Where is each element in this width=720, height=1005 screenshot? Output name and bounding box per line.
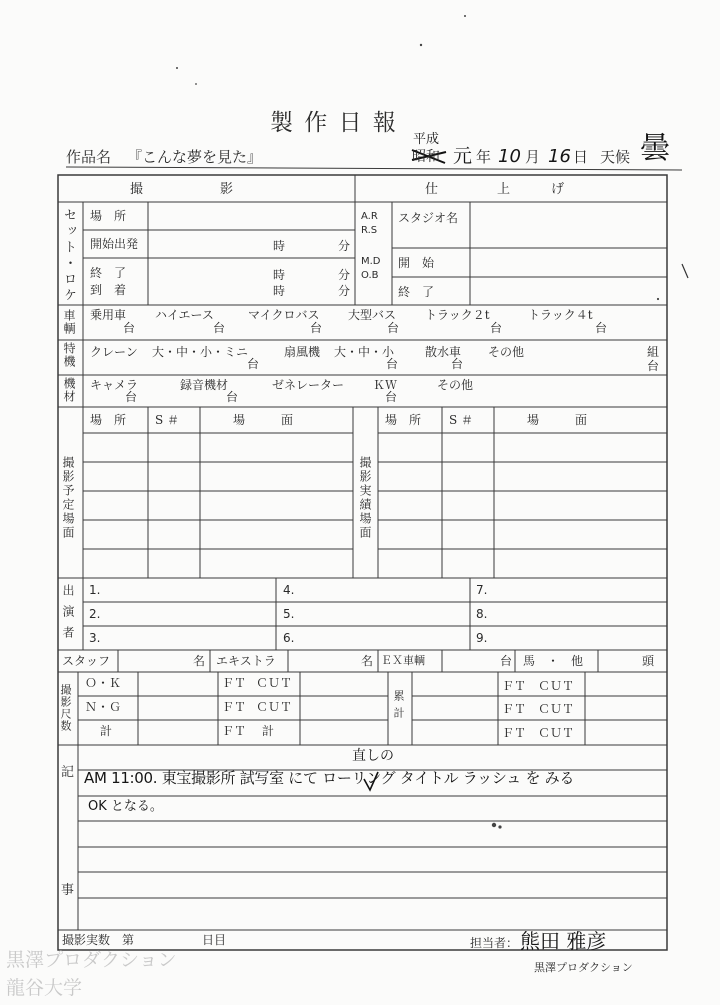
extra-person: 名	[361, 654, 374, 668]
special-other: その他	[488, 345, 525, 359]
era-printed: 昭和	[412, 149, 440, 165]
cast-num-5: 5.	[283, 607, 295, 621]
day-label: 日	[573, 148, 589, 166]
cut-4: ＣＵＴ	[538, 679, 575, 693]
cast-label: 出演者	[61, 584, 75, 647]
watermark-line-2: 龍谷大学	[6, 977, 83, 999]
days-label: 撮影実数 第	[62, 933, 135, 947]
bigbus-label: 大型バス	[348, 308, 397, 322]
film-label: 撮影尺数	[59, 684, 72, 732]
hour-3: 時	[273, 284, 286, 298]
cut-5: ＣＵＴ	[538, 702, 575, 716]
ft-3: ＦＴ	[222, 724, 247, 738]
col-place-left: 場 所	[90, 413, 127, 427]
depart-label: 開始出発	[90, 237, 139, 251]
cast-num-1: 1.	[89, 583, 101, 597]
ft-1: ＦＴ	[222, 676, 247, 690]
notes-line-2: OK となる。	[88, 799, 163, 814]
weather-hand: 曇	[640, 131, 670, 166]
vehicle-unit-2: 台	[213, 321, 226, 335]
ft-6: ＦＴ	[502, 726, 527, 740]
era-handwritten: 平成	[413, 132, 440, 147]
equipment-unit-2: 台	[226, 390, 239, 404]
cast-num-6: 6.	[283, 631, 295, 645]
year-label: 年	[476, 148, 492, 166]
kw-label: ＫＷ	[373, 378, 398, 392]
notes-insert: 直しの	[352, 748, 394, 764]
ok-label: Ｏ・Ｋ	[85, 676, 122, 690]
equipment-other: その他	[437, 378, 474, 392]
col-place-right: 場 所	[385, 413, 422, 427]
ex-unit: 台	[500, 654, 513, 668]
md-label: M.D	[361, 256, 381, 267]
ob-label: O.B	[361, 270, 379, 281]
crane-label: クレーン	[90, 345, 138, 359]
company-name: 黒澤プロダクション	[534, 961, 633, 974]
finish-end-label: 終 了	[398, 285, 435, 299]
vehicle-unit-4: 台	[387, 321, 400, 335]
fan-label: 扇風機	[284, 345, 321, 359]
planned-label: 撮影予定場面	[61, 456, 75, 540]
horse-label: 馬 ・ 他	[523, 654, 584, 668]
crane-sizes: 大・中・小・ミニ	[152, 345, 249, 359]
day-hand: 16	[548, 146, 571, 167]
sum-label-2: 計	[262, 724, 275, 738]
generator-label: ゼネレーター	[272, 378, 345, 392]
minute-1: 分	[338, 239, 351, 253]
weather-label: 天候	[600, 148, 631, 166]
end-label: 終 了	[90, 266, 127, 280]
film-total-label: 累計	[392, 690, 405, 724]
cast-num-3: 3.	[89, 631, 101, 645]
person-name: 熊田 雅彦	[520, 929, 607, 953]
col-scene-right: 場 面	[527, 413, 588, 427]
arrive-label: 到 着	[90, 283, 127, 297]
cast-num-2: 2.	[89, 607, 101, 621]
watermark-line-1: 黒澤プロダクション	[6, 949, 177, 971]
staff-person: 名	[193, 654, 206, 668]
ex-label: ＥＸ車輌	[381, 654, 425, 667]
hour-2: 時	[273, 268, 286, 282]
special-unit-2: 台	[386, 357, 399, 371]
camera-label: キャメラ	[90, 378, 139, 392]
extra-label: エキストラ	[216, 654, 276, 668]
cast-num-8: 8.	[476, 607, 488, 621]
cast-num-9: 9.	[476, 631, 488, 645]
days-unit: 日目	[202, 933, 227, 947]
shoot-header: 撮 影	[130, 182, 239, 197]
cast-num-7: 7.	[476, 583, 488, 597]
work-label: 作品名	[66, 148, 112, 166]
cast-num-4: 4.	[283, 583, 295, 597]
sum-label: 計	[100, 724, 113, 738]
notes-label-top: 記	[61, 765, 75, 780]
year-hand: 元	[453, 145, 473, 167]
start-label: 開 始	[398, 256, 435, 270]
col-s-right: S ＃	[449, 413, 474, 427]
cut-1: ＣＵＴ	[256, 676, 293, 690]
equipment-unit-3: 台	[385, 390, 398, 404]
special-unit-4: 台	[647, 359, 660, 373]
finish-header: 仕 上 げ	[425, 182, 570, 197]
notes-line-1: AM 11:00. 東宝撮影所 試写室 にて ローリング タイトル ラッシュ を みる	[84, 769, 575, 787]
vehicle-unit-6: 台	[595, 321, 608, 335]
equipment-label: 機材	[62, 377, 76, 403]
minute-3: 分	[338, 284, 351, 298]
rs-label: R.S	[361, 225, 378, 236]
form-title: 製 作 日 報	[270, 110, 398, 136]
col-scene-left: 場 面	[233, 413, 294, 427]
month-hand: 10	[498, 146, 521, 167]
head-label: 頭	[642, 654, 655, 668]
ng-label: Ｎ・Ｇ	[85, 700, 122, 714]
studio-label: スタジオ名	[398, 211, 459, 225]
cut-2: ＣＵＴ	[256, 700, 293, 714]
ft-5: ＦＴ	[502, 702, 527, 716]
passenger-label: 乗用車	[90, 308, 127, 322]
special-set-unit: 組	[647, 345, 660, 359]
truck2-label: トラック２t	[425, 308, 490, 322]
staff-label: スタッフ	[62, 654, 111, 668]
recorder-label: 録音機材	[180, 378, 229, 392]
equipment-unit-1: 台	[125, 390, 138, 404]
microbus-label: マイクロバス	[248, 308, 320, 322]
vehicle-unit-5: 台	[490, 321, 503, 335]
place-label: 場 所	[90, 209, 127, 223]
fan-sizes: 大・中・小	[334, 345, 395, 359]
special-label: 特機	[62, 342, 76, 368]
ar-label: A.R	[361, 211, 378, 222]
hour-1: 時	[273, 239, 286, 253]
hiace-label: ハイエース	[155, 308, 214, 322]
minute-2: 分	[338, 268, 351, 282]
truck4-label: トラック４t	[528, 308, 593, 322]
col-s-left: S ＃	[155, 413, 180, 427]
vehicle-unit-1: 台	[123, 321, 136, 335]
vehicle-unit-3: 台	[310, 321, 323, 335]
person-label: 担当者：	[470, 936, 519, 950]
cut-6: ＣＵＴ	[538, 726, 575, 740]
ft-4: ＦＴ	[502, 679, 527, 693]
set-loc-label: セット・ロケ	[61, 208, 76, 304]
vehicles-label: 車輌	[62, 309, 76, 335]
special-unit-1: 台	[247, 357, 260, 371]
month-label: 月	[525, 148, 541, 166]
ft-2: ＦＴ	[222, 700, 247, 714]
work-title: 『こんな夢を見た』	[127, 148, 263, 166]
water-label: 散水車	[425, 345, 462, 359]
special-unit-3: 台	[451, 357, 464, 371]
notes-label-bottom: 事	[61, 883, 75, 898]
actual-label: 撮影実績場面	[358, 456, 372, 540]
